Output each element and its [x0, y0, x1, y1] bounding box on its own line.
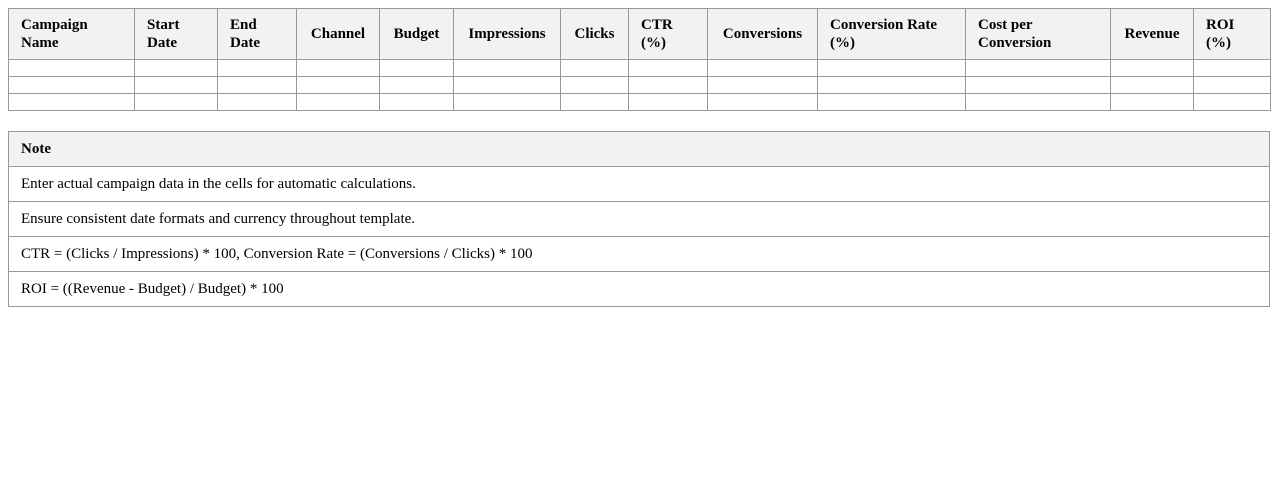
table-cell[interactable] [966, 94, 1111, 111]
table-cell[interactable] [708, 77, 818, 94]
table-row [9, 94, 1271, 111]
table-cell[interactable] [708, 94, 818, 111]
table-cell[interactable] [9, 94, 135, 111]
table-cell[interactable] [561, 77, 629, 94]
header-start-date: Start Date [135, 9, 218, 60]
table-cell[interactable] [454, 94, 561, 111]
table-cell[interactable] [297, 77, 380, 94]
table-row [9, 77, 1271, 94]
table-cell[interactable] [1111, 60, 1194, 77]
table-cell[interactable] [218, 94, 297, 111]
table-cell[interactable] [297, 60, 380, 77]
table-cell[interactable] [629, 94, 708, 111]
table-cell[interactable] [561, 60, 629, 77]
note-text: CTR = (Clicks / Impressions) * 100, Conversion Rate = (Conversions / Clicks) * 100 [9, 237, 1270, 272]
table-cell[interactable] [1194, 60, 1271, 77]
table-cell[interactable] [218, 77, 297, 94]
header-cost-per-conversion: Cost per Conversion [966, 9, 1111, 60]
table-cell[interactable] [9, 60, 135, 77]
table-cell[interactable] [380, 77, 454, 94]
header-clicks: Clicks [561, 9, 629, 60]
table-cell[interactable] [629, 77, 708, 94]
table-cell[interactable] [1111, 77, 1194, 94]
notes-header: Note [9, 132, 1270, 167]
notes-header-row [9, 132, 1270, 167]
table-cell[interactable] [818, 60, 966, 77]
header-end-date: End Date [218, 9, 297, 60]
note-row [9, 167, 1270, 202]
header-revenue: Revenue [1111, 9, 1194, 60]
table-cell[interactable] [135, 60, 218, 77]
header-campaign-name: Campaign Name [9, 9, 135, 60]
table-cell[interactable] [297, 94, 380, 111]
campaign-header-row [9, 9, 1271, 60]
table-cell[interactable] [454, 77, 561, 94]
header-conversions: Conversions [708, 9, 818, 60]
header-budget: Budget [380, 9, 454, 60]
note-text: ROI = ((Revenue - Budget) / Budget) * 100 [9, 272, 1270, 307]
note-row [9, 202, 1270, 237]
table-cell[interactable] [561, 94, 629, 111]
table-cell[interactable] [966, 60, 1111, 77]
table-cell[interactable] [629, 60, 708, 77]
header-roi: ROI (%) [1194, 9, 1271, 60]
note-text: Enter actual campaign data in the cells for automatic calculations. [9, 167, 1270, 202]
table-cell[interactable] [1194, 77, 1271, 94]
table-row [9, 60, 1271, 77]
table-cell[interactable] [818, 77, 966, 94]
header-impressions: Impressions [454, 9, 561, 60]
header-conversion-rate: Conversion Rate (%) [818, 9, 966, 60]
table-cell[interactable] [454, 60, 561, 77]
table-cell[interactable] [1111, 94, 1194, 111]
campaign-table [8, 8, 1271, 111]
table-cell[interactable] [218, 60, 297, 77]
table-cell[interactable] [818, 94, 966, 111]
table-cell[interactable] [135, 94, 218, 111]
header-channel: Channel [297, 9, 380, 60]
note-row [9, 272, 1270, 307]
table-cell[interactable] [9, 77, 135, 94]
table-cell[interactable] [380, 94, 454, 111]
header-ctr: CTR (%) [629, 9, 708, 60]
table-cell[interactable] [380, 60, 454, 77]
note-text: Ensure consistent date formats and currency throughout template. [9, 202, 1270, 237]
table-cell[interactable] [708, 60, 818, 77]
table-cell[interactable] [135, 77, 218, 94]
notes-table [8, 131, 1270, 307]
note-row [9, 237, 1270, 272]
table-cell[interactable] [1194, 94, 1271, 111]
table-cell[interactable] [966, 77, 1111, 94]
